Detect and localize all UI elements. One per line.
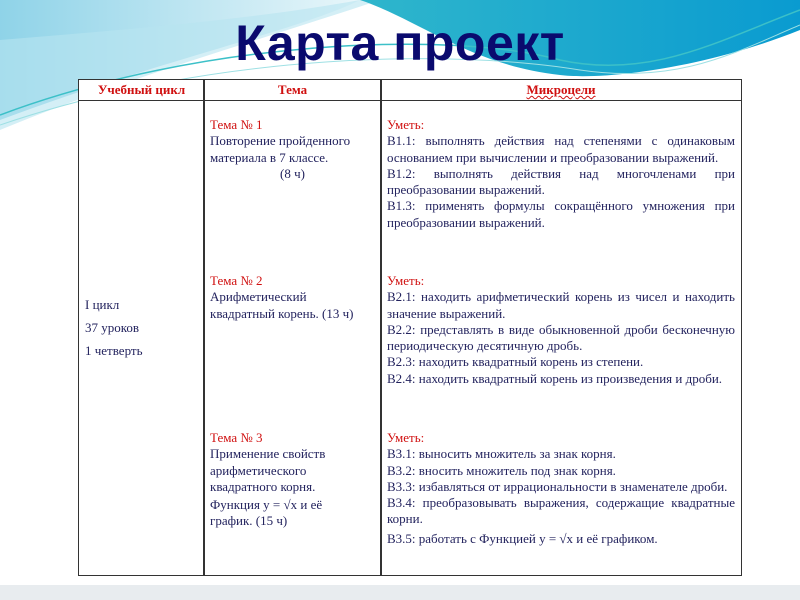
microgoals-2 — [387, 273, 735, 387]
column-divider — [380, 80, 382, 575]
bottom-band — [0, 585, 800, 600]
skill-item: В3.1: выносить множитель за знак корня. — [387, 446, 616, 462]
topic-3 — [210, 430, 375, 530]
microgoals-3 — [387, 430, 735, 547]
slide-title: Карта проект — [235, 15, 565, 71]
skill-item: В3.4: преобразовывать выражения, содержащие квадратные корни. — [387, 495, 735, 527]
header-microgoals: Микроцели — [381, 80, 741, 101]
topic-1 — [210, 117, 375, 182]
topic-text: квадратного корня. — [210, 478, 316, 494]
topic-text: Применение свойств — [210, 446, 326, 462]
skill-item: В2.1: находить арифметический корень из чисел и находить значение выражений. — [387, 289, 735, 321]
topic-text: арифметического — [210, 462, 307, 478]
topic-text: график. (15 ч) — [210, 513, 288, 529]
cycle-quarter: 1 четверть — [85, 343, 143, 358]
skill-label: Уметь: — [387, 430, 425, 445]
topic-text: Повторение пройденного — [210, 133, 351, 149]
cycle-name: I цикл — [85, 297, 120, 312]
cycle-lessons: 37 уроков — [85, 320, 140, 335]
skill-item: В2.2: представлять в виде обыкновенной дроби бесконечную периодическую десятичную дробь. — [387, 321, 735, 354]
cycle-cell — [85, 293, 143, 362]
skill-item: В2.3: находить квадратный корень из степени. — [387, 354, 644, 370]
skill-label: Уметь: — [387, 117, 425, 132]
topic-text: квадратный корень. (13 ч) — [210, 305, 354, 321]
skill-item: В1.1: выполнять действия над степенями с одинаковым основанием при вычислении и преобразовании выражений. — [387, 133, 735, 165]
skill-item: В1.2: выполнять действия над многочленами при преобразовании выражений. — [387, 165, 735, 198]
microgoals-1 — [387, 117, 735, 231]
skill-item: В2.4: находить квадратный корень из произведения и дроби. — [387, 370, 723, 386]
topic-text: материала в 7 классе. — [210, 149, 329, 165]
skill-item: В3.2: вносить множитель под знак корня. — [387, 462, 616, 478]
skill-item: В3.3: избавляться от иррациональности в знаменателе дроби. — [387, 478, 728, 494]
topic-label: Тема № 3 — [210, 430, 263, 445]
topic-label: Тема № 1 — [210, 117, 263, 132]
column-divider — [203, 80, 205, 575]
header-topic: Тема — [204, 80, 381, 101]
skill-item: В3.5: работать с Функцией y = √x и её графиком. — [387, 530, 658, 546]
skill-label: Уметь: — [387, 273, 425, 288]
topic-hours: (8 ч) — [280, 165, 305, 181]
project-map-table — [78, 79, 742, 576]
header-cycle: Учебный цикл — [79, 80, 204, 101]
topic-2 — [210, 273, 378, 322]
topic-text: Арифметический — [210, 289, 307, 305]
topic-text: Функция y = √x и её — [210, 497, 323, 513]
topic-label: Тема № 2 — [210, 273, 263, 288]
skill-item: В1.3: применять формулы сокращённого умножения при преобразовании выражений. — [387, 198, 735, 230]
